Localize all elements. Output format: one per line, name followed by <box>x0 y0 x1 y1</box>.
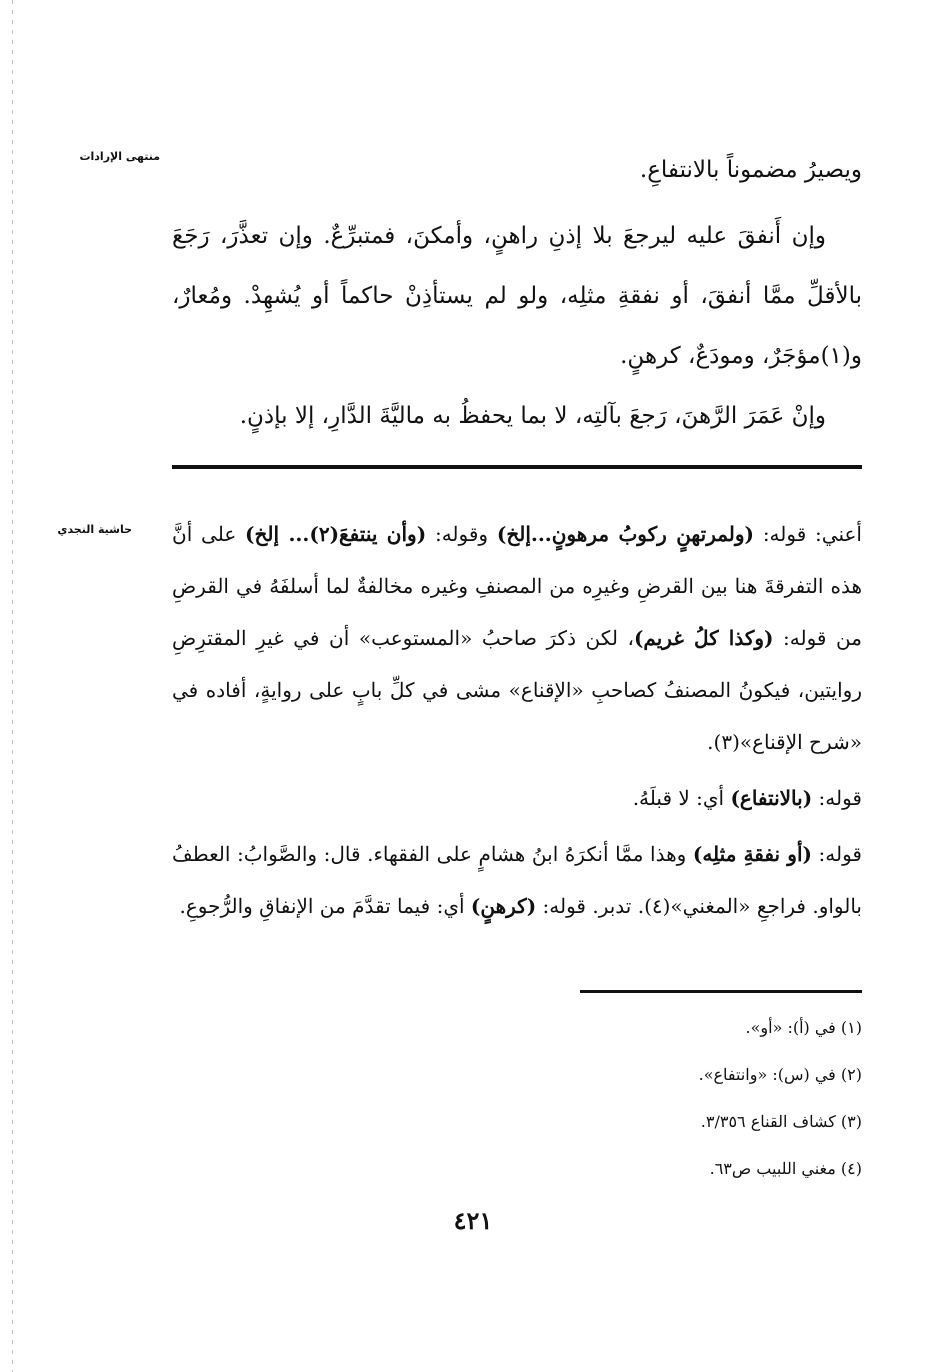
main-text <box>172 140 862 446</box>
commentary-text <box>172 508 862 932</box>
margin-guide-line <box>12 0 13 1372</box>
commentary-paragraph <box>172 508 862 768</box>
text-run: أعني: قوله: <box>754 522 862 546</box>
side-label-matn: منتهى الإرادات <box>79 150 160 163</box>
quoted-phrase: (وكذا كلُ غريم) <box>633 626 774 650</box>
quoted-phrase: (كرهنٍ) <box>470 894 537 918</box>
text-run: أي: فيما تقدَّمَ من الإنفاقِ والرُّجوعِ. <box>179 894 471 918</box>
text-run: ، لكن ذكرَ صاحبُ «المستوعب» أن في غيرِ المقترِضِ روايتين، فيكونُ المصنفُ كصاحبِ «الإقناع» مشى في كلِّ بابٍ على روايةٍ، أفاده في «شرح الإقناع»(٣). <box>172 626 862 754</box>
section-divider <box>172 465 862 469</box>
quoted-phrase: (وأن ينتفعَ(٢)... إلخ) <box>245 522 427 546</box>
quoted-phrase: (ولمرتهنٍ ركوبُ مرهونٍ...إلخ) <box>496 522 755 546</box>
commentary-paragraph <box>172 772 862 824</box>
footnote: (٤) مغني اللبيب ص٦٣. <box>709 1159 862 1178</box>
page-number: ٤٢١ <box>453 1206 493 1235</box>
footnote: (١) في (أ): «أو». <box>745 1018 862 1037</box>
text-run: أي: لا قبلَهُ. <box>632 786 731 810</box>
quoted-phrase: (أو نفقةِ مثلِه) <box>692 842 812 866</box>
footnote: (٣) كشاف القناع ٣/٣٥٦. <box>700 1112 862 1131</box>
quoted-phrase: (بالانتفاع) <box>730 786 813 810</box>
footnote: (٢) في (س): «وانتفاع». <box>698 1065 862 1084</box>
text-run: قوله: <box>811 842 862 866</box>
text-run: وقوله: <box>426 522 497 546</box>
commentary-paragraph <box>172 828 862 932</box>
side-label-hashiya: حاشية النجدي <box>57 523 132 536</box>
text-run: وهذا ممَّا أنكرَهُ ابنُ هشامٍ على الفقهاء. قال: والصَّوابُ: العطفُ بالواو. فراجعِ «المغني»(٤). تدبر. قوله: <box>172 842 862 918</box>
main-text-paragraph: وإن أَنفقَ عليه ليرجعَ بلا إذنِ راهنٍ، وأمكنَ، فمتبرِّعٌ. وإن تعذَّرَ، رَجَعَ بالأقلِّ ممَّا أنفقَ، أو نفقةِ مثلِه، ولو لم يستأذِنْ حاكماً أو يُشهِدْ. ومُعارٌ، و(١)مؤجَرٌ، ومودَعٌ، كرهنٍ. <box>172 223 862 369</box>
text-run: على أنَّ هذه التفرقةَ هنا بين القرضِ وغيرِه من المصنفِ وغيره مخالفةٌ لما أسلفَهُ في القرضِ من قوله: <box>172 522 862 650</box>
main-text-paragraph: وإنْ عَمَرَ الرَّهنَ، رَجعَ بآلتِه، لا بما يحفظُ به ماليَّةَ الدَّارِ، إلا بإذنٍ. <box>239 403 826 429</box>
main-text-line: ويصيرُ مضموناً بالانتفاعِ. <box>639 157 862 183</box>
footnotes <box>300 1004 862 1192</box>
text-run: قوله: <box>812 786 862 810</box>
footnote-divider <box>580 990 862 993</box>
